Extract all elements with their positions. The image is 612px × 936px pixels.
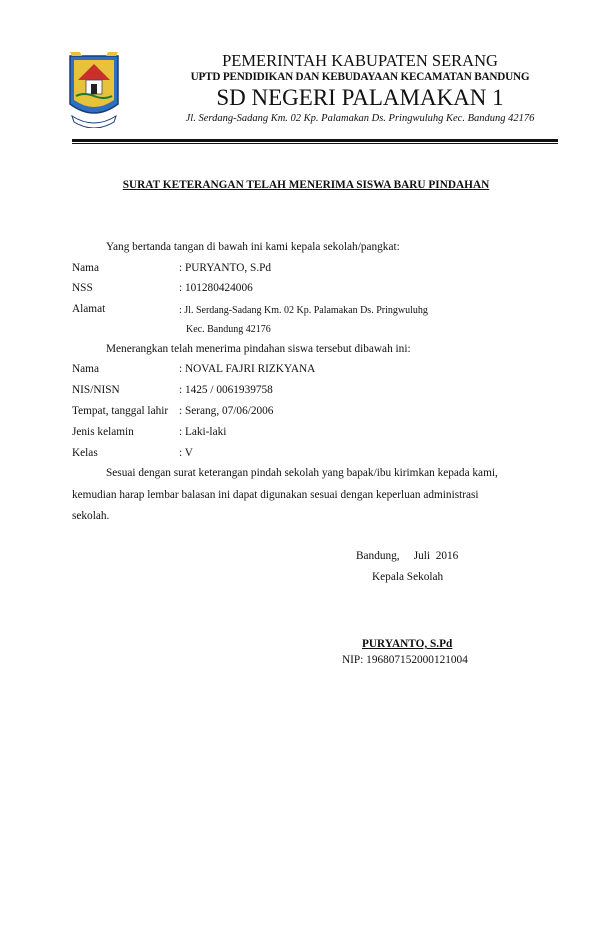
letter-title: SURAT KETERANGAN TELAH MENERIMA SISWA BARU PINDAHAN [122,179,490,191]
nss-label: NSS [72,282,93,294]
letterhead [160,52,560,126]
serang-regency-emblem-icon [68,50,120,128]
nis-nisn-value: : 1425 / 0061939758 [179,384,273,396]
header-divider-thick [72,139,558,142]
header-divider-thin [72,143,558,144]
signature-name: PURYANTO, S.Pd [362,638,453,650]
address-value: : Jl. Serdang-Sadang Km. 02 Kp. Palamakan Ds. Pringwuluhg [179,305,428,316]
closing-paragraph-line3: sekolah. [72,510,110,522]
government-name: PEMERINTAH KABUPATEN SERANG [222,51,498,70]
intro-text: Yang bertanda tangan di bawah ini kami kepala sekolah/pangkat: [106,241,400,253]
signature-place-date: Bandung, Juli 2016 [356,550,459,562]
department-name: UPTD PENDIDIKAN DAN KEBUDAYAAN KECAMATAN BANDUNG [190,71,530,83]
gender-label: Jenis kelamin [72,426,134,438]
school-name: SD NEGERI PALAMAKAN 1 [216,85,504,110]
closing-paragraph-line2: kemudian harap lembar balasan ini dapat digunakan sesuai dengan keperluan administrasi [72,489,479,501]
nss-value: : 101280424006 [179,282,253,294]
signer-name-label: Nama [72,262,99,274]
address-value-continued: Kec. Bandung 42176 [186,324,271,335]
student-name-label: Nama [72,363,99,375]
school-address: Jl. Serdang-Sadang Km. 02 Kp. Palamakan Ds. Pringwuluhg Kec. Bandung 42176 [185,113,535,124]
class-label: Kelas [72,447,98,459]
class-value: : V [179,447,193,459]
signature-nip: NIP: 196807152000121004 [342,654,468,666]
student-name-value: : NOVAL FAJRI RIZKYANA [179,363,316,375]
closing-paragraph-line1: Sesuai dengan surat keterangan pindah sekolah yang bapak/ibu kirimkan kepada kami, [106,467,498,479]
signature-position: Kepala Sekolah [372,571,444,583]
nis-nisn-label: NIS/NISN [72,384,120,396]
birth-value: : Serang, 07/06/2006 [179,405,274,417]
signer-name-value: : PURYANTO, S.Pd [179,262,272,274]
statement-text: Menerangkan telah menerima pindahan siswa tersebut dibawah ini: [106,343,411,355]
address-label: Alamat [72,303,106,315]
gender-value: : Laki-laki [179,426,227,438]
birth-label: Tempat, tanggal lahir [72,405,169,417]
